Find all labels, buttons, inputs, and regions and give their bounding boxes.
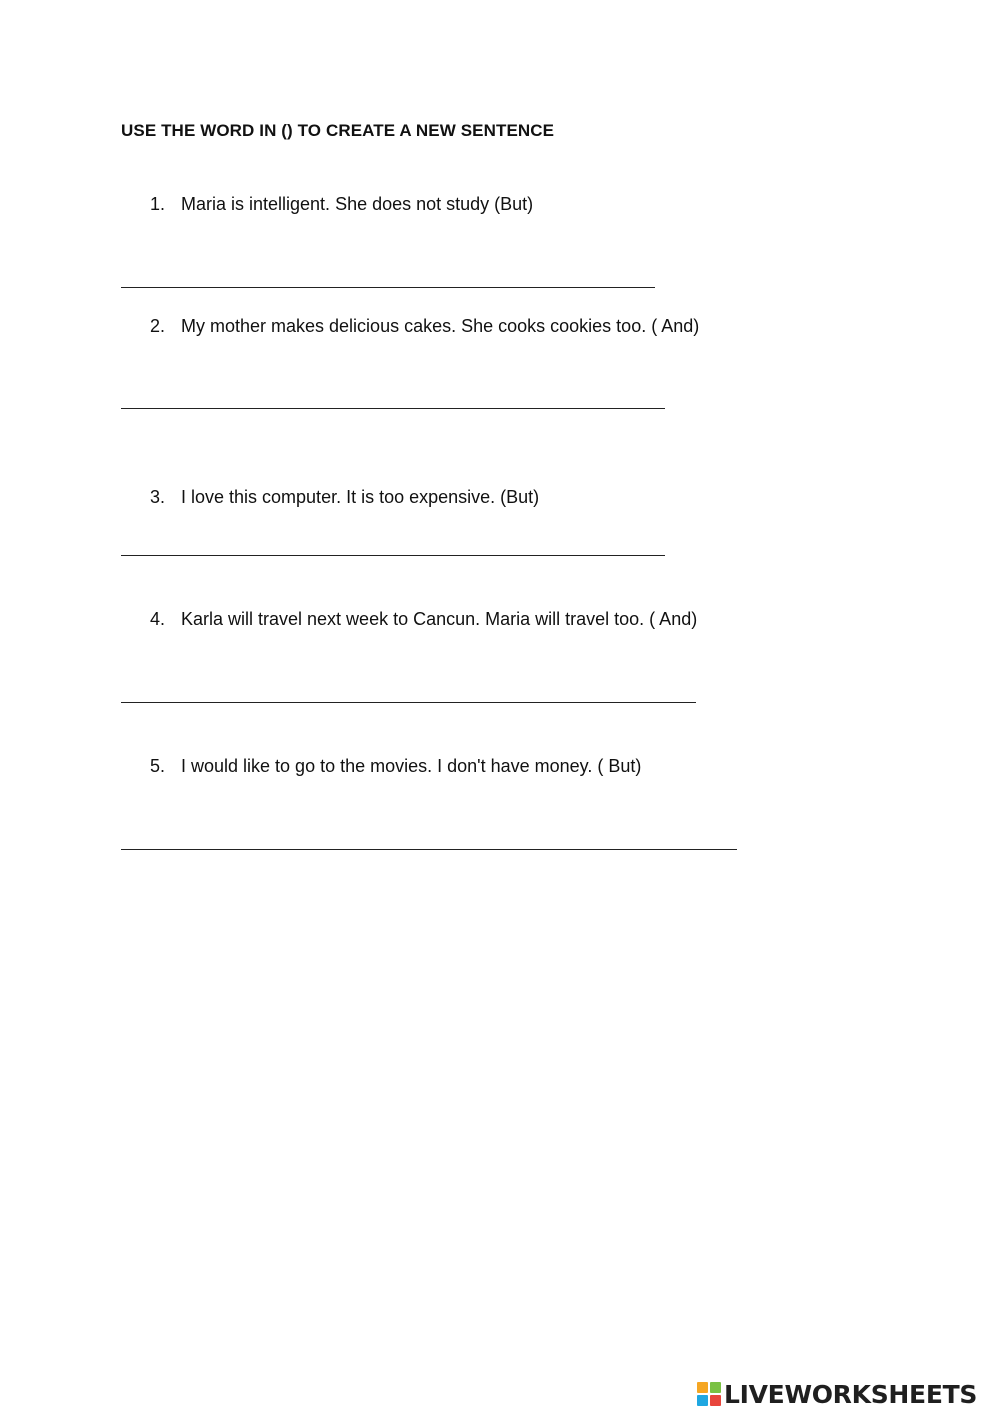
answer-line-4[interactable] [121,702,696,703]
question-text: Karla will travel next week to Cancun. Maria will travel too. ( And) [181,609,698,629]
logo-text: LIVEWORKSHEETS [724,1379,978,1409]
question-3 [150,487,539,508]
question-number: 3. [150,487,166,507]
answer-line-2[interactable] [121,408,665,409]
question-number: 2. [150,316,166,336]
question-text: Maria is intelligent. She does not study (But) [181,194,534,214]
question-5 [150,756,641,777]
question-number: 5. [150,756,166,776]
question-4 [150,609,697,630]
answer-line-1[interactable] [121,287,655,288]
question-number: 4. [150,609,166,629]
worksheet-title: USE THE WORD IN () TO CREATE A NEW SENTENCE [121,121,555,140]
question-text: I love this computer. It is too expensive. (But) [181,487,540,507]
liveworksheets-logo [697,1377,977,1411]
question-text: My mother makes delicious cakes. She cooks cookies too. ( And) [181,316,700,336]
answer-line-3[interactable] [121,555,665,556]
liveworksheets-logo-icon [697,1382,721,1406]
question-text: I would like to go to the movies. I don't have money. ( But) [181,756,642,776]
question-2 [150,316,699,337]
answer-line-5[interactable] [121,849,737,850]
question-number: 1. [150,194,166,214]
question-1 [150,194,533,215]
